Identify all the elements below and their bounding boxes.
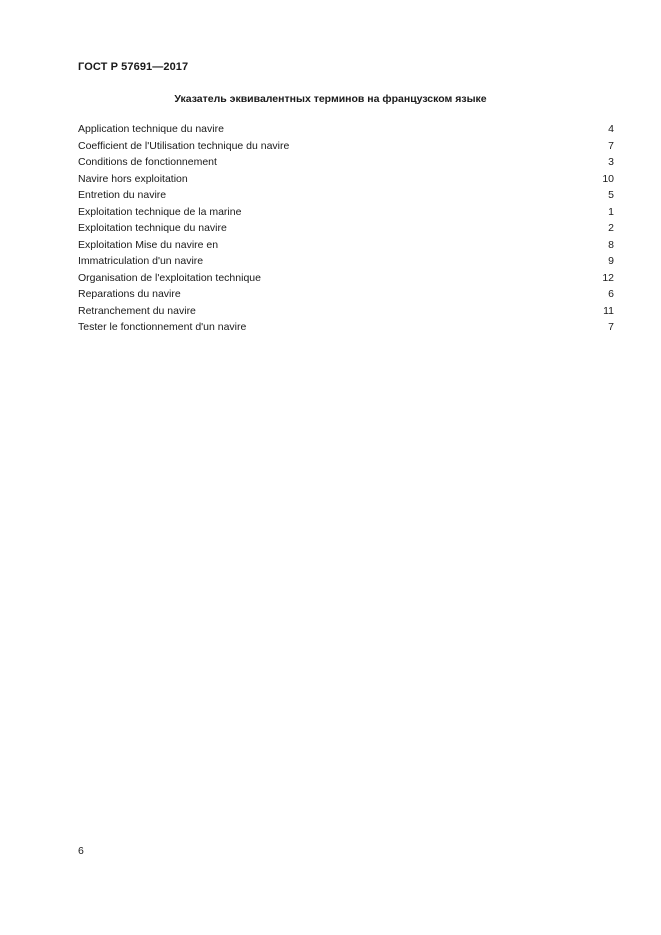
index-term: Conditions de fonctionnement bbox=[78, 156, 217, 168]
index-term-number: 8 bbox=[608, 238, 614, 251]
index-entry bbox=[78, 253, 614, 270]
index-term: Entretion du navire bbox=[78, 189, 167, 201]
index-term-number: 10 bbox=[602, 172, 614, 185]
index-term: Tester le fonctionnement d'un navire bbox=[78, 321, 247, 333]
index-entry bbox=[78, 154, 614, 171]
index-entry bbox=[78, 319, 614, 336]
index-term-number: 5 bbox=[608, 189, 614, 201]
index-entry bbox=[78, 303, 614, 320]
index-term: Navire hors exploitation bbox=[78, 172, 188, 185]
index-entry bbox=[78, 270, 614, 287]
index-term-number: 4 bbox=[608, 123, 614, 135]
index-term: Exploitation technique du navire bbox=[78, 222, 227, 234]
index-entry bbox=[78, 220, 614, 237]
index-term: Reparations du navire bbox=[78, 288, 181, 300]
standard-designation: ГОСТ Р 57691—2017 bbox=[78, 61, 189, 73]
index-term-number: 9 bbox=[608, 255, 614, 267]
index-entry bbox=[78, 204, 614, 221]
index-entry bbox=[78, 237, 614, 254]
index-term-number: 7 bbox=[608, 139, 614, 152]
index-term: Exploitation Mise du navire en bbox=[78, 238, 219, 251]
index-term-number: 7 bbox=[608, 321, 614, 333]
index-list bbox=[78, 121, 614, 336]
index-term-number: 2 bbox=[608, 222, 614, 234]
index-term: Coefficient de l'Utilisation technique du navire bbox=[78, 139, 290, 152]
index-title: Указатель эквивалентных терминов на французском языке bbox=[174, 93, 487, 105]
index-entry bbox=[78, 286, 614, 303]
index-term-number: 11 bbox=[603, 304, 614, 317]
index-entry bbox=[78, 138, 614, 155]
index-term: Retranchement du navire bbox=[78, 304, 196, 317]
index-term-number: 1 bbox=[608, 205, 614, 218]
index-term: Exploitation technique de la marine bbox=[78, 205, 242, 218]
index-term: Application technique du navire bbox=[78, 123, 224, 135]
index-term: Immatriculation d'un navire bbox=[78, 255, 204, 267]
index-entry bbox=[78, 171, 614, 188]
index-term-number: 6 bbox=[608, 288, 614, 300]
index-entry bbox=[78, 121, 614, 138]
page-number: 6 bbox=[78, 845, 84, 857]
index-term: Organisation de l'exploitation technique bbox=[78, 271, 261, 284]
index-term-number: 3 bbox=[608, 156, 614, 168]
index-term-number: 12 bbox=[602, 271, 614, 284]
index-entry bbox=[78, 187, 614, 204]
